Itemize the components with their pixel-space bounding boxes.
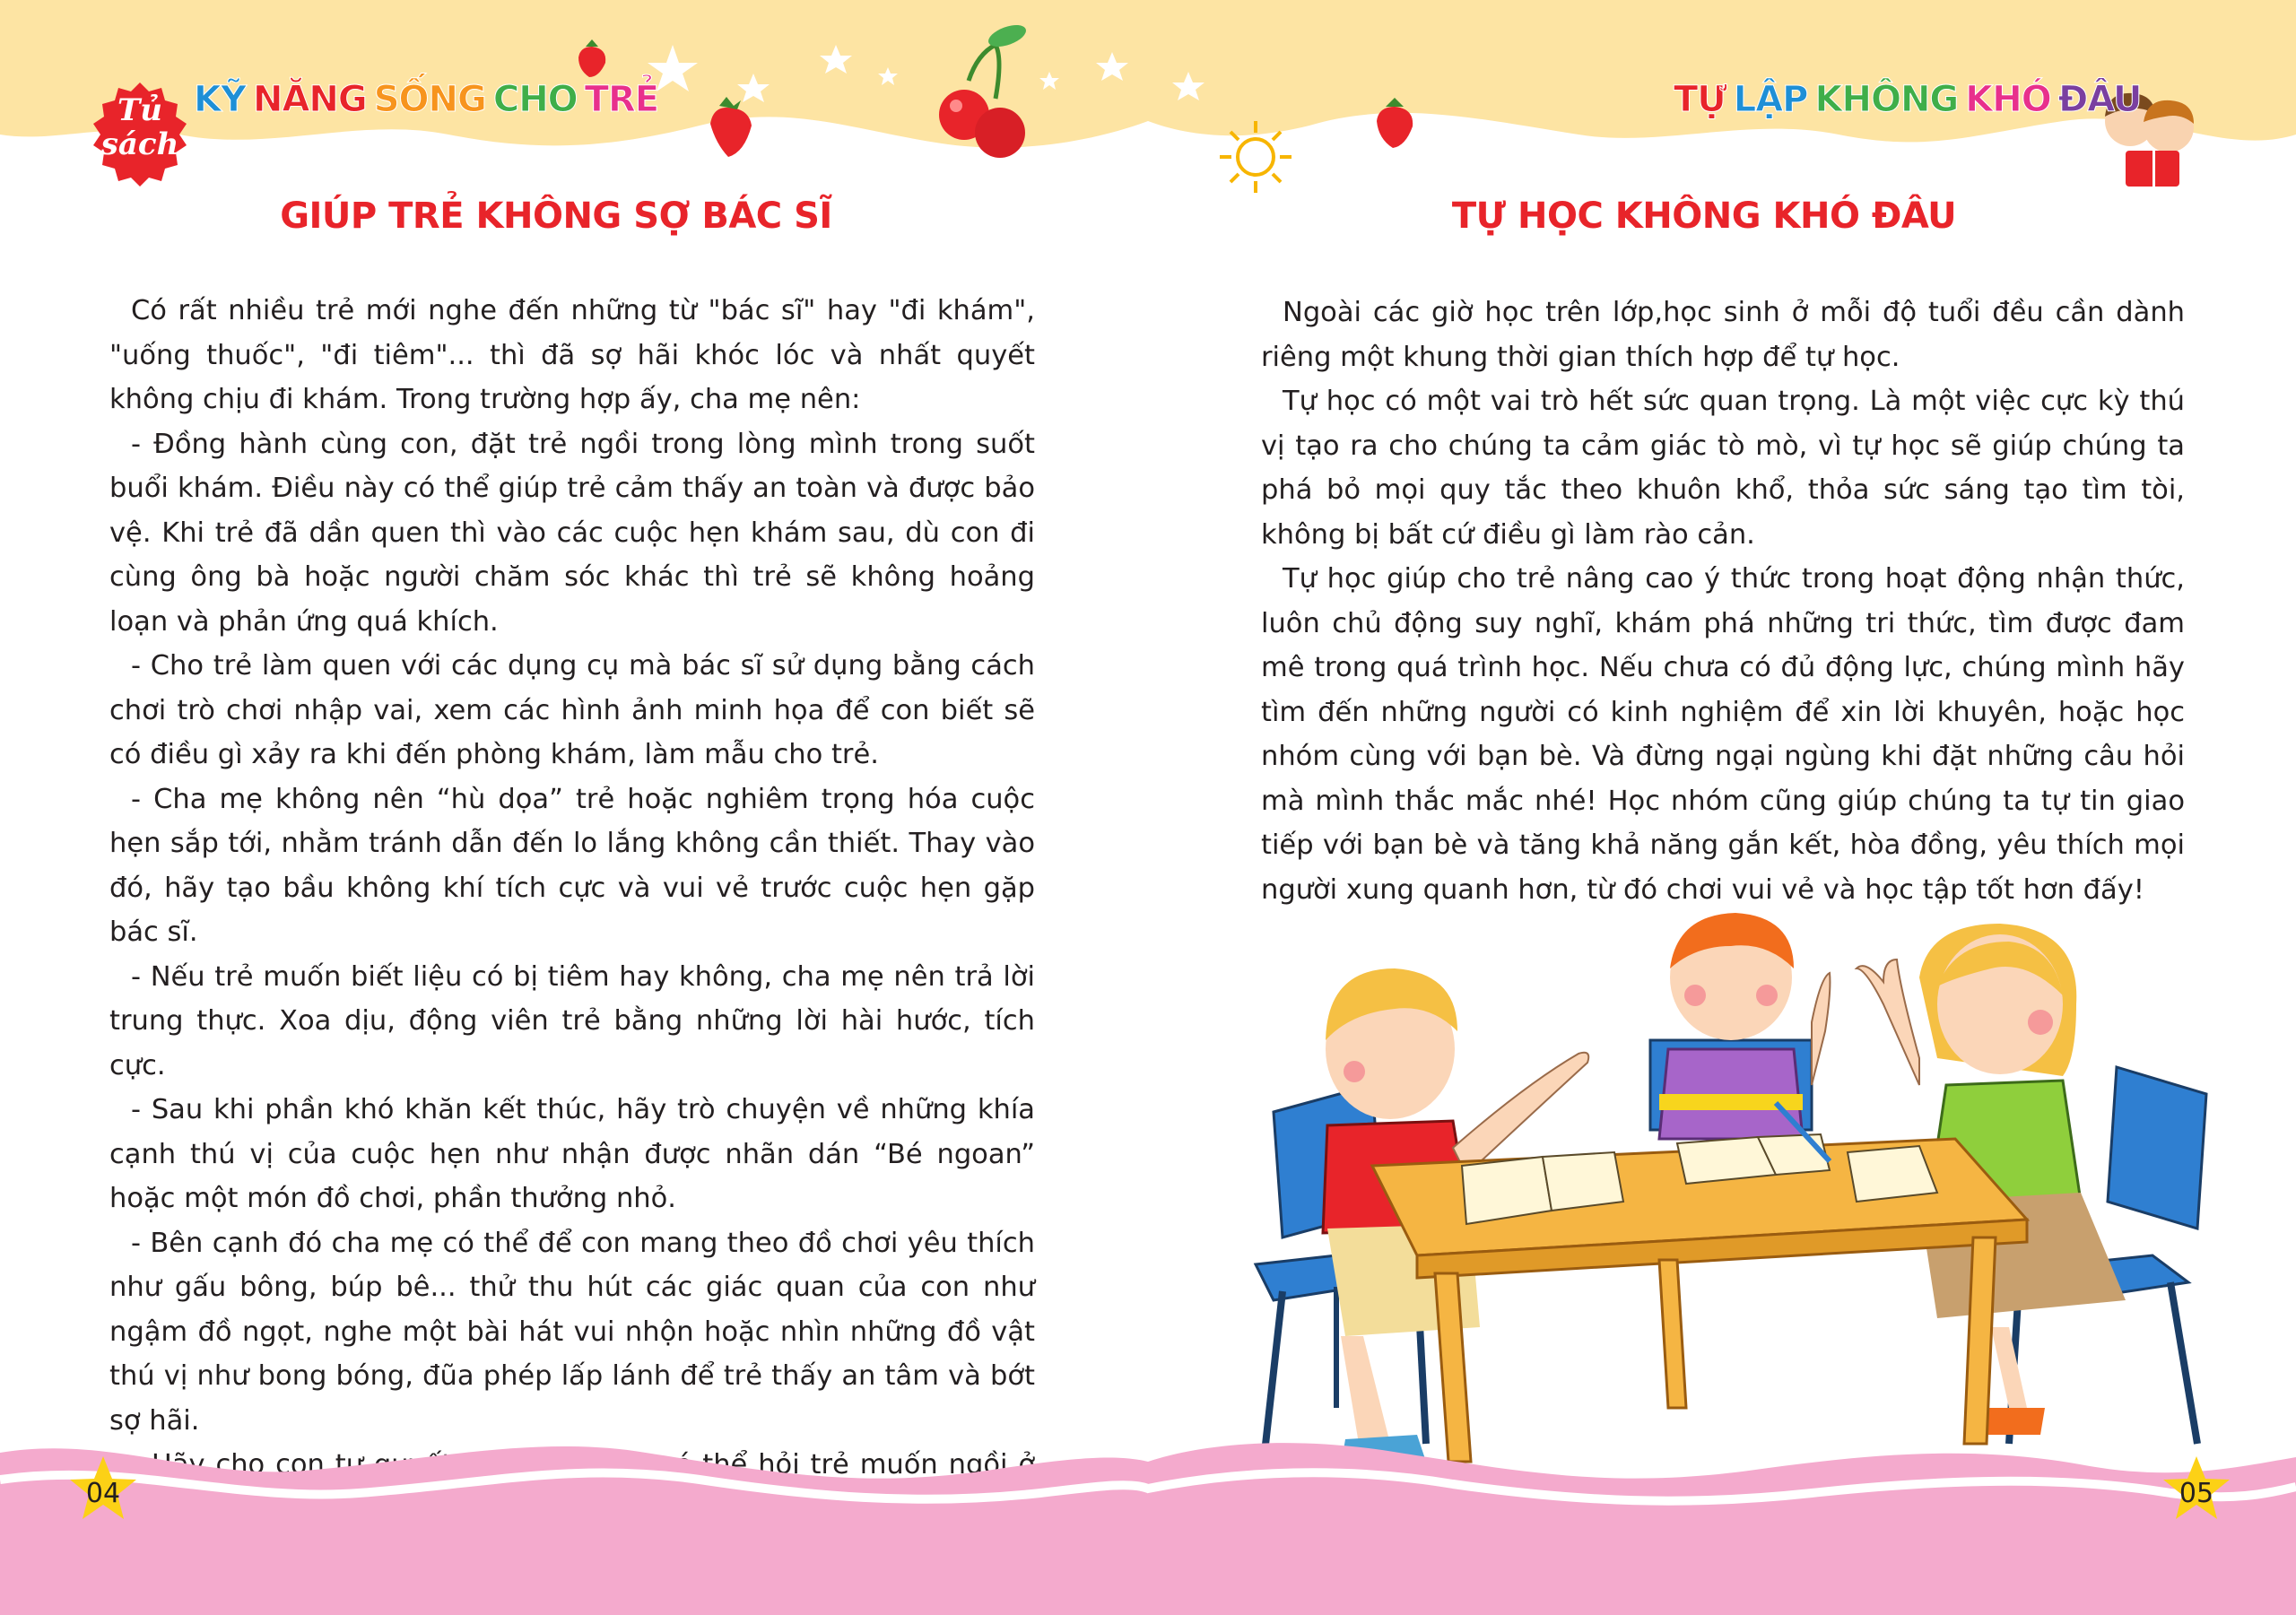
- series-word: TỰ: [1674, 79, 1726, 120]
- paragraph: Tự học giúp cho trẻ nâng cao ý thức trong hoạt động nhận thức, luôn chủ động suy nghĩ, khám phá những tri thức, tìm được đam mê trong quá trình học. Nếu chưa có đủ động lực, chúng mình hãy tìm đến những người có kinh nghiệm để xin lời khuyên, hoặc học nhóm cùng với bạn bè. Và đừng ngại ngùng khi đặt những câu hỏi mà mình thắc mắc nhé! Học nhóm cũng giúp chúng ta tự tin giao tiếp với bạn bè và tăng khả năng gắn kết, hòa đồng, yêu thích mọi người xung quanh hơn, từ đó chơi vui vẻ và học tập tốt hơn đấy!: [1261, 563, 2185, 906]
- paragraph: Tự học có một vai trò hết sức quan trọng. Là một việc cực kỳ thú vị tạo ra cho chúng ta cảm giác tò mò, vì tự học sẽ giúp chúng ta phá bỏ mọi quy tắc theo khuôn khổ, thỏa sức sáng tạo tìm tòi, không bị bất cứ điều gì làm rào cản.: [1261, 386, 2185, 551]
- series-word: LẬP: [1733, 79, 1808, 120]
- badge-label: [83, 93, 197, 161]
- badge-line-2: sách: [100, 126, 179, 162]
- page-number-right: 05: [2179, 1478, 2214, 1509]
- right-page-body: [1261, 291, 2185, 912]
- strawberry-icon: [570, 36, 614, 81]
- star-icon: [648, 45, 1205, 102]
- series-word: KHÓ: [1965, 79, 2051, 120]
- paragraph: Có rất nhiều trẻ mới nghe đến những từ "bác sĩ" hay "đi khám", "uống thuốc", "đi tiêm"... thì đã sợ hãi khóc lóc và nhất quyết không chịu đi khám. Trong trường hợp ấy, cha mẹ nên:: [109, 295, 1035, 415]
- children-studying-illustration: [1238, 906, 2224, 1480]
- page-title-right: TỰ HỌC KHÔNG KHÓ ĐÂU: [1451, 195, 1957, 237]
- paragraph: - Bên cạnh đó cha mẹ có thể để con mang theo đồ chơi yêu thích như gấu bông, búp bê... thử thu hút các giác quan của con như ngậm đồ ngọt, nghe một bài hát vui nhộn hoặc nhìn những đồ vật thú vị như bong bóng, đũa phép lấp lánh để trẻ thấy an tâm và bớt sợ hãi.: [109, 1227, 1035, 1437]
- footer-band: [0, 1417, 2296, 1615]
- page-title-left: GIÚP TRẺ KHÔNG SỢ BÁC SĨ: [280, 195, 832, 237]
- series-name-right: [1670, 79, 2144, 120]
- series-word: TRẺ: [584, 79, 659, 120]
- paragraph: - Đồng hành cùng con, đặt trẻ ngồi trong lòng mình trong suốt buổi khám. Điều này có thể giúp trẻ cảm thấy an toàn và được bảo vệ. Khi trẻ đã dần quen thì vào các cuộc hẹn khám sau, dù con đi cùng ông bà hoặc người chăm sóc khác thì trẻ sẽ không hoảng loạn và phản ứng quá khích.: [109, 428, 1035, 638]
- series-word: KỸ: [194, 79, 246, 120]
- series-word: ĐÂU: [2057, 79, 2142, 120]
- paragraph: - Cha mẹ không nên “hù dọa” trẻ hoặc nghiêm trọng hóa cuộc hẹn sắp tới, nhằm tránh dẫn đến lo lắng không cần thiết. Thay vào đó, hãy tạo bầu không khí tích cực và vui vẻ trước cuộc hẹn gặp bác sĩ.: [109, 783, 1035, 948]
- badge-line-1: Tủ: [117, 92, 163, 128]
- sun-icon: [1211, 117, 1300, 197]
- series-name-left: [190, 79, 662, 120]
- series-word: NĂNG: [252, 79, 367, 120]
- paragraph: - Cho trẻ làm quen với các dụng cụ mà bác sĩ sử dụng bằng cách chơi trò chơi nhập vai, xem các hình ảnh minh họa để con biết sẽ có điều gì xảy ra khi đến phòng khám, làm mẫu cho trẻ.: [109, 650, 1035, 770]
- series-word: SỐNG: [373, 79, 486, 120]
- page-number-left: 04: [85, 1478, 121, 1509]
- series-word: KHÔNG: [1814, 79, 1959, 120]
- paragraph: Ngoài các giờ học trên lớp,học sinh ở mỗi độ tuổi đều cần dành riêng một khung thời gian thích hợp để tự học.: [1261, 297, 2185, 373]
- cherry-icon: [939, 21, 1029, 158]
- left-page-body: [109, 289, 1035, 1532]
- series-word: CHO: [492, 79, 578, 120]
- paragraph: - Nếu trẻ muốn biết liệu có bị tiêm hay không, cha mẹ nên trả lời trung thực. Xoa dịu, động viên trẻ bằng những lời hài hước, tích cực.: [109, 960, 1035, 1081]
- header-decoration: [610, 18, 1256, 188]
- strawberry-icon: [1368, 94, 1422, 152]
- paragraph: - Sau khi phần khó khăn kết thúc, hãy trò chuyện về những khía cạnh thú vị của cuộc hẹn như nhận được nhãn dán “Bé ngoan” hoặc một món đồ chơi, phần thưởng nhỏ.: [109, 1094, 1035, 1214]
